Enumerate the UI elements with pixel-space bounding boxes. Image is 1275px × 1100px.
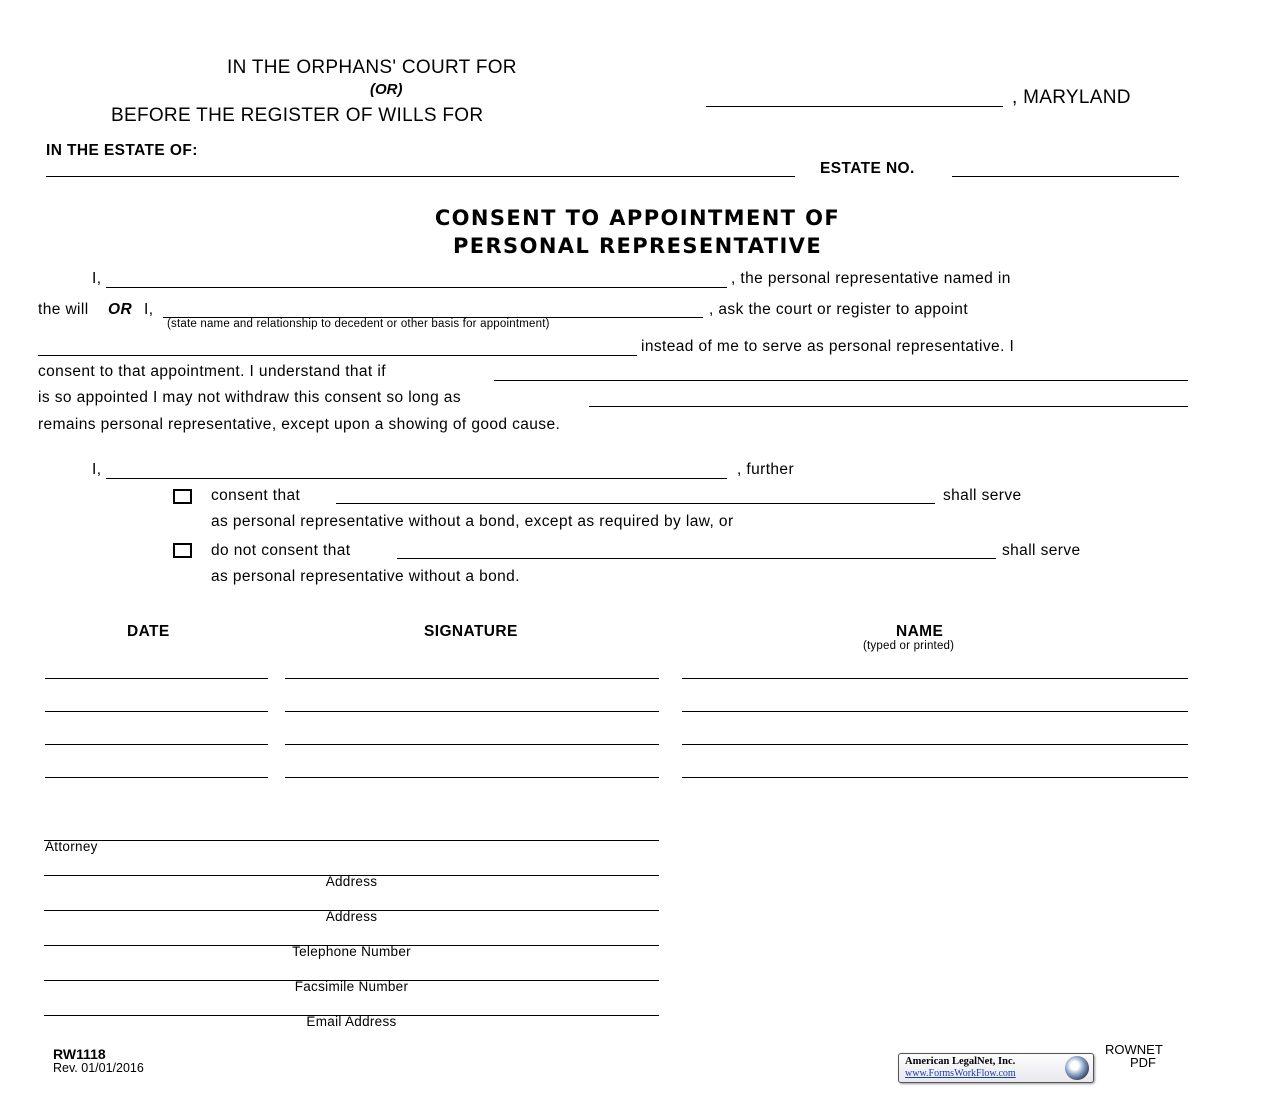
telephone-label: Telephone Number xyxy=(292,944,411,959)
signature-field[interactable] xyxy=(285,678,659,679)
shall-serve-2: shall serve xyxy=(1002,542,1081,559)
or-line: (OR) xyxy=(370,81,403,98)
signature-field[interactable] xyxy=(285,777,659,778)
do-not-consent-checkbox[interactable] xyxy=(173,543,192,558)
so-appointed-text: is so appointed I may not withdraw this consent so long as xyxy=(38,389,461,406)
globe-icon xyxy=(1065,1056,1089,1080)
consent-checkbox[interactable] xyxy=(173,489,192,504)
name-subheader: (typed or printed) xyxy=(863,640,955,652)
or-word: OR xyxy=(108,301,133,318)
pr-named-text: , the personal representative named in xyxy=(731,270,1011,287)
email-label: Email Address xyxy=(306,1014,397,1029)
appointee-field[interactable] xyxy=(38,355,637,356)
date-field[interactable] xyxy=(45,777,268,778)
name-field[interactable] xyxy=(682,777,1188,778)
consent-that-text: consent that xyxy=(211,487,301,504)
i-label-1: I, xyxy=(92,270,102,287)
date-header: DATE xyxy=(127,623,170,640)
estate-of-label: IN THE ESTATE OF: xyxy=(46,142,198,159)
i-label-3: I, xyxy=(92,461,102,478)
consent-person-field[interactable] xyxy=(336,503,935,504)
estate-name-field[interactable] xyxy=(46,176,795,177)
signature-header: SIGNATURE xyxy=(424,623,518,640)
form-number: RW1118 xyxy=(53,1046,106,1062)
ask-court-text: , ask the court or register to appoint xyxy=(709,301,969,318)
estate-no-field[interactable] xyxy=(952,176,1179,177)
instead-text: instead of me to serve as personal representative. I xyxy=(641,338,1015,355)
form-title-line1: CONSENT TO APPOINTMENT OF xyxy=(434,206,841,230)
date-field[interactable] xyxy=(45,711,268,712)
i-label-2: I, xyxy=(144,301,154,318)
the-will-text: the will xyxy=(38,301,89,318)
vendor-name: American LegalNet, Inc. xyxy=(905,1056,1016,1067)
basis-caption: (state name and relationship to decedent or other basis for appointment) xyxy=(167,318,550,330)
name-field[interactable] xyxy=(682,711,1188,712)
signature-field[interactable] xyxy=(285,711,659,712)
without-bond-text: as personal representative without a bond. xyxy=(211,568,520,585)
consent-to-text: consent to that appointment. I understand that if xyxy=(38,363,386,380)
shall-serve-1: shall serve xyxy=(943,487,1022,504)
fax-label: Facsimile Number xyxy=(294,979,409,994)
remains-text: remains personal representative, except upon a showing of good cause. xyxy=(38,416,561,433)
date-field[interactable] xyxy=(45,744,268,745)
so-long-as-field[interactable] xyxy=(589,406,1188,407)
revision-date: Rev. 01/01/2016 xyxy=(53,1061,144,1075)
name-header: NAME xyxy=(896,623,944,640)
court-line: IN THE ORPHANS' COURT FOR xyxy=(227,57,517,78)
state-label: , MARYLAND xyxy=(1012,87,1131,108)
form-title-line2: PERSONAL REPRESENTATIVE xyxy=(452,234,823,258)
appointee-if-field[interactable] xyxy=(494,380,1188,381)
pdf-label: PDF xyxy=(1130,1055,1156,1070)
without-bond-except-text: as personal representative without a bond, except as required by law, or xyxy=(211,513,734,530)
attorney-field[interactable] xyxy=(44,840,659,841)
rownet-label: ROWNET xyxy=(1105,1042,1163,1057)
vendor-logo[interactable] xyxy=(898,1053,1094,1083)
do-not-consent-person-field[interactable] xyxy=(397,558,996,559)
pr-name-field[interactable] xyxy=(106,287,727,288)
county-field[interactable] xyxy=(706,106,1003,107)
signature-field[interactable] xyxy=(285,744,659,745)
do-not-consent-text: do not consent that xyxy=(211,542,351,559)
further-text: , further xyxy=(737,461,795,478)
address2-label: Address xyxy=(325,909,378,924)
vendor-url[interactable]: www.FormsWorkFlow.com xyxy=(905,1068,1016,1079)
estate-no-label: ESTATE NO. xyxy=(820,160,915,177)
attorney-label: Attorney xyxy=(45,839,98,854)
register-line: BEFORE THE REGISTER OF WILLS FOR xyxy=(111,105,484,126)
address1-label: Address xyxy=(325,874,378,889)
name-field[interactable] xyxy=(682,678,1188,679)
name-field[interactable] xyxy=(682,744,1188,745)
date-field[interactable] xyxy=(45,678,268,679)
consenter-name-field[interactable] xyxy=(106,478,727,479)
